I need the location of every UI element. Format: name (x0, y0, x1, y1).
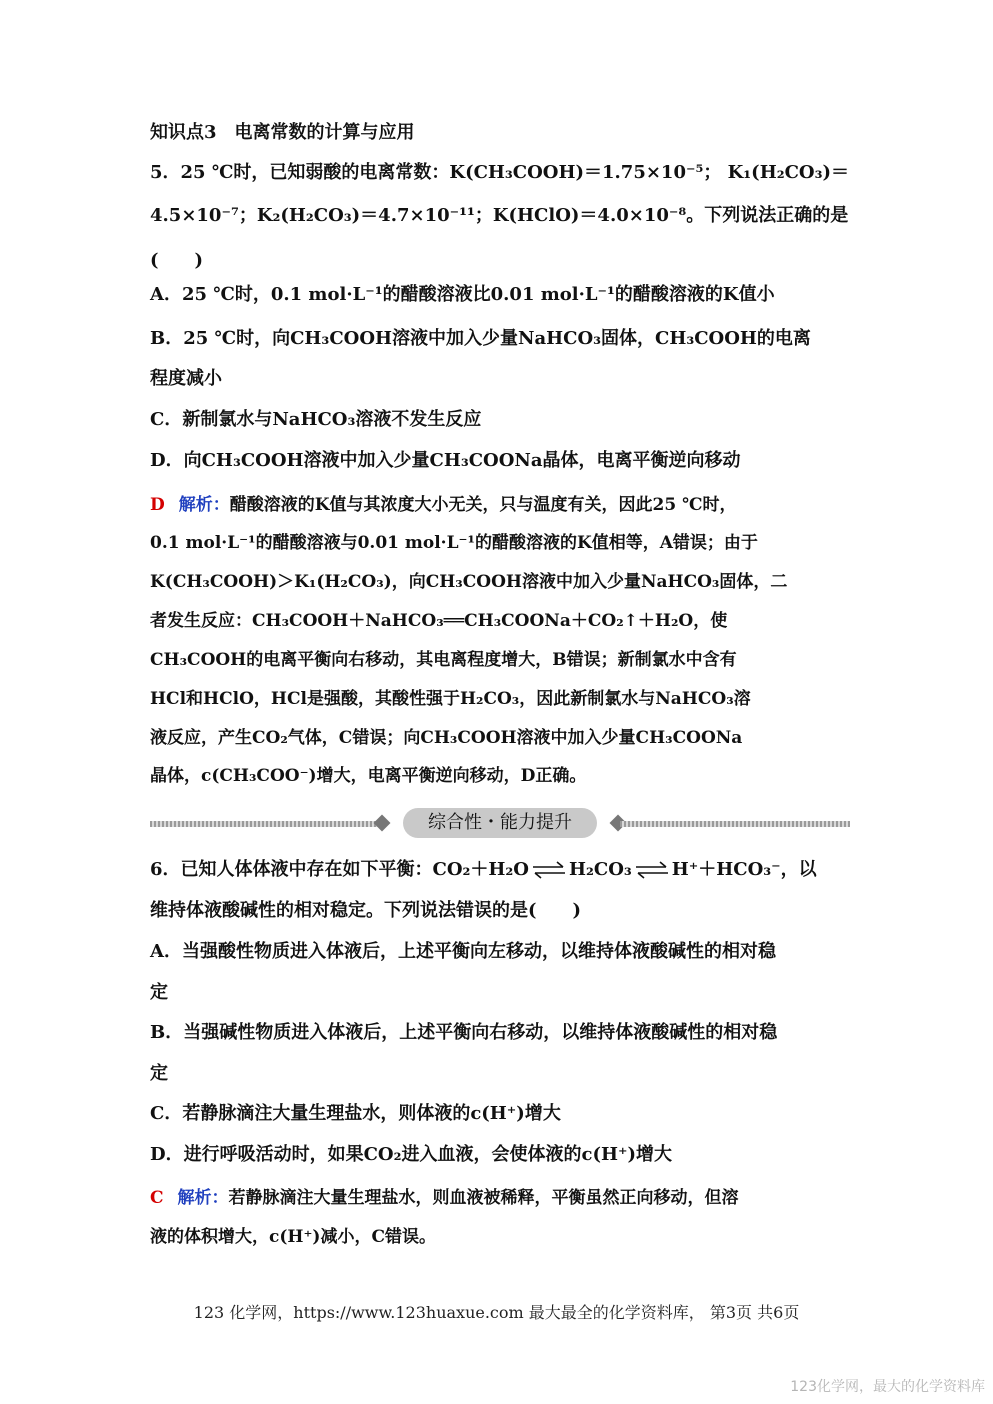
q5-analysis-line: 液反应，产生CO₂气体，C错误；向CH₃COOH溶液中加入少量CH₃COONa (150, 728, 743, 748)
watermark: 123化学网，最大的化学资料库 (790, 1379, 985, 1395)
q5-analysis-line: CH₃COOH的电离平衡向右移动，其电离程度增大，B错误；新制氯水中含有 (150, 650, 737, 670)
q5-analysis-line: 0.1 mol·L⁻¹的醋酸溶液与0.01 mol·L⁻¹的醋酸溶液的K值相等，A错误；由于 (150, 533, 758, 553)
equilibrium-arrow-icon (634, 859, 670, 881)
q5-analysis-line: 者发生反应：CH₃COOH＋NaHCO₃══CH₃COONa＋CO₂↑＋H₂O，使 (150, 611, 728, 631)
section-banner (150, 808, 850, 840)
q6-option-a-cont: 定 (150, 982, 168, 1003)
q5-option-a: A．25 ℃时，0.1 mol·L⁻¹的醋酸溶液比0.01 mol·L⁻¹的醋酸溶液的K值小 (150, 284, 775, 305)
q5-stem-line2: 4.5×10⁻⁷；K₂(H₂CO₃)＝4.7×10⁻¹¹；K(HClO)＝4.0×10⁻⁸。下列说法正确的是 (150, 205, 849, 226)
q5-option-b: B．25 ℃时，向CH₃COOH溶液中加入少量NaHCO₃固体，CH₃COOH的电离 (150, 328, 811, 349)
q6-option-a: A．当强酸性物质进入体液后，上述平衡向左移动，以维持体液酸碱性的相对稳 (150, 941, 776, 962)
q5-option-c: C．新制氯水与NaHCO₃溶液不发生反应 (150, 409, 482, 430)
page-footer: 123 化学网，https://www.123huaxue.com 最大最全的化学资料库， 第3页 共6页 (193, 1303, 800, 1322)
banner-right-rule (620, 821, 850, 827)
q5-analysis-line: K(CH₃COOH)＞K₁(H₂CO₃)，向CH₃COOH溶液中加入少量NaHCO₃固体，二 (150, 572, 788, 592)
equilibrium-arrow-icon (531, 859, 567, 881)
q5-stem-k1: K(CH₃COOH)＝1.75×10⁻⁵； (449, 162, 722, 183)
q6-option-c: C．若静脉滴注大量生理盐水，则体液的c(H⁺)增大 (150, 1103, 561, 1124)
banner-label: 综合性・能力提升 (403, 808, 597, 838)
q5-analysis-line: 晶体，c(CH₃COO⁻)增大，电离平衡逆向移动，D正确。 (150, 766, 587, 786)
q6-option-d: D．进行呼吸活动时，如果CO₂进入血液，会使体液的c(H⁺)增大 (150, 1144, 672, 1165)
q5-stem-prefix: 5．25 ℃时，已知弱酸的电离常数： (150, 162, 450, 183)
q6-option-b: B．当强碱性物质进入体液后，上述平衡向右移动，以维持体液酸碱性的相对稳 (150, 1022, 778, 1043)
q6-analysis-line: 液的体积增大，c(H⁺)减小，C错误。 (150, 1227, 437, 1247)
q6-stem-suffix: H⁺＋HCO₃⁻，以 (671, 859, 817, 880)
q5-analysis-line (150, 492, 843, 518)
q5-analysis-label: 解析： (178, 495, 230, 515)
q5-option-b-cont: 程度减小 (150, 368, 222, 389)
q6-analysis-line (150, 1185, 843, 1211)
q5-answer-key: D (150, 495, 165, 515)
q6-stem-line2: 维持体液酸碱性的相对稳定。下列说法错误的是( ) (150, 900, 582, 921)
q5-stem-k2: K₁(H₂CO₃)＝ (727, 162, 849, 183)
q6-stem-line1 (150, 857, 843, 883)
q6-option-b-cont: 定 (150, 1063, 168, 1084)
q6-stem-prefix: 6．已知人体体液中存在如下平衡：CO₂＋H₂O (150, 859, 529, 880)
q5-analysis-line: HCl和HClO，HCl是强酸，其酸性强于H₂CO₃，因此新制氯水与NaHCO₃溶 (150, 689, 751, 709)
banner-left-rule (150, 821, 380, 827)
q5-option-d: D．向CH₃COOH溶液中加入少量CH₃COONa晶体，电离平衡逆向移动 (150, 450, 741, 471)
section-title: 知识点3 电离常数的计算与应用 (150, 122, 415, 143)
q6-analysis-text: 若静脉滴注大量生理盐水，则血液被稀释，平衡虽然正向移动，但溶 (228, 1188, 739, 1208)
diamond-icon (374, 815, 391, 832)
q5-stem-line1 (150, 160, 849, 186)
q6-answer-key: C (150, 1188, 164, 1208)
q5-stem-line3: ( ) (150, 250, 204, 271)
q6-stem-mid: H₂CO₃ (568, 859, 632, 880)
q6-analysis-label: 解析： (177, 1188, 229, 1208)
q5-analysis-text: 醋酸溶液的K值与其浓度大小无关，只与温度有关，因此25 ℃时， (229, 495, 737, 515)
